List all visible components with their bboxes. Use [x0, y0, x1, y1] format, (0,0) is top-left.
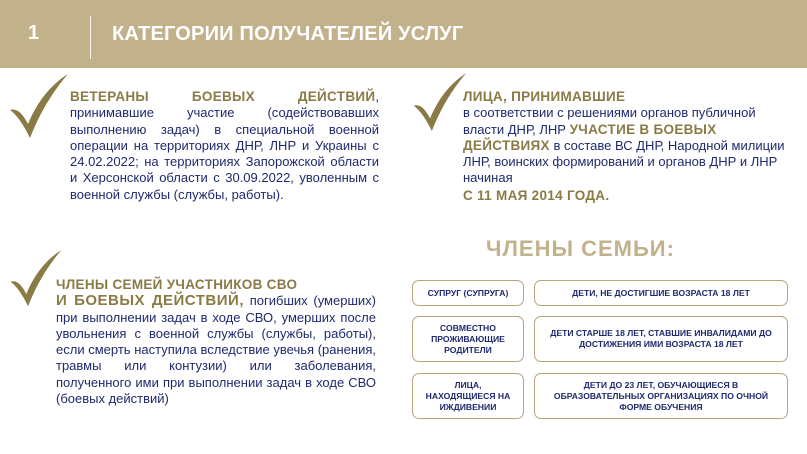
- family-item-parents: СОВМЕСТНО ПРОЖИВАЮЩИЕ РОДИТЕЛИ: [412, 316, 524, 362]
- family-svo-heading-line1: ЧЛЕНЫ СЕМЕЙ УЧАСТНИКОВ СВО: [56, 277, 298, 292]
- veterans-body: принимавшие участие (содействовавших выполнению задач) в специальной военной операции на территориях ДНР, ЛНР и Украины с 24.02.2022; на территориях Запорожской области и Херсонской области с 30.09.2022, уволенным с военной службы (службы, работы).: [70, 105, 379, 202]
- checkmark-icon: [8, 74, 70, 140]
- family-members-title: ЧЛЕНЫ СЕМЬИ:: [486, 236, 675, 261]
- veterans-heading: ВЕТЕРАНЫ БОЕВЫХ ДЕЙСТВИЙ: [70, 89, 376, 104]
- family-svo-heading-line2: И БОЕВЫХ ДЕЙСТВИЙ: [56, 292, 240, 310]
- family-item-spouse: СУПРУГ (СУПРУГА): [412, 280, 524, 306]
- family-item-dependents: ЛИЦА, НАХОДЯЩИЕСЯ НА ИЖДИВЕНИИ: [412, 373, 524, 419]
- persons-body-part2: в составе ВС ДНР, Народной милиции ЛНР, воинских формирований и органов ДНР и ЛНР начиная: [463, 137, 785, 186]
- family-svo-block: [56, 277, 376, 407]
- veterans-block: [70, 89, 379, 203]
- family-item-children-under-18: ДЕТИ, НЕ ДОСТИГШИЕ ВОЗРАСТА 18 ЛЕТ: [534, 280, 788, 306]
- family-svo-comma: ,: [239, 292, 244, 310]
- family-item-students-under-23: ДЕТИ ДО 23 ЛЕТ, ОБУЧАЮЩИЕСЯ В ОБРАЗОВАТЕЛЬНЫХ ОРГАНИЗАЦИЯХ ПО ОЧНОЙ ФОРМЕ ОБУЧЕНИЯ: [534, 373, 788, 419]
- persons-date: С 11 МАЯ 2014 ГОДА.: [463, 187, 610, 203]
- persons-body-part1: в соответствии с решениями органов публичной власти ДНР, ЛНР: [463, 105, 756, 137]
- slide-number: 1: [28, 22, 40, 44]
- family-svo-body: погибших (умерших) при выполнении задач в ходе СВО, умерших после увольнения с военной службы (службы, работы), если смерть наступила вследствие увечья (ранения, травмы или контузии) или заболевания, полученного ими при выполнении задач в ходе СВО (боевых действий): [56, 293, 376, 407]
- persons-block: [463, 89, 793, 204]
- header-bar: [0, 0, 807, 68]
- page-title: КАТЕГОРИИ ПОЛУЧАТЕЛЕЙ УСЛУГ: [112, 23, 464, 45]
- persons-heading: ЛИЦА, ПРИНИМАВШИЕ: [463, 89, 626, 104]
- persons-highlight: УЧАСТИЕ В БОЕВЫХ ДЕЙСТВИЯХ: [463, 121, 717, 153]
- header-divider: [90, 16, 91, 59]
- checkmark-icon: [412, 72, 468, 134]
- veterans-comma: ,: [375, 89, 379, 104]
- family-item-disabled-children: ДЕТИ СТАРШЕ 18 ЛЕТ, СТАВШИЕ ИНВАЛИДАМИ ДО ДОСТИЖЕНИЯ ИМИ ВОЗРАСТА 18 ЛЕТ: [534, 316, 788, 362]
